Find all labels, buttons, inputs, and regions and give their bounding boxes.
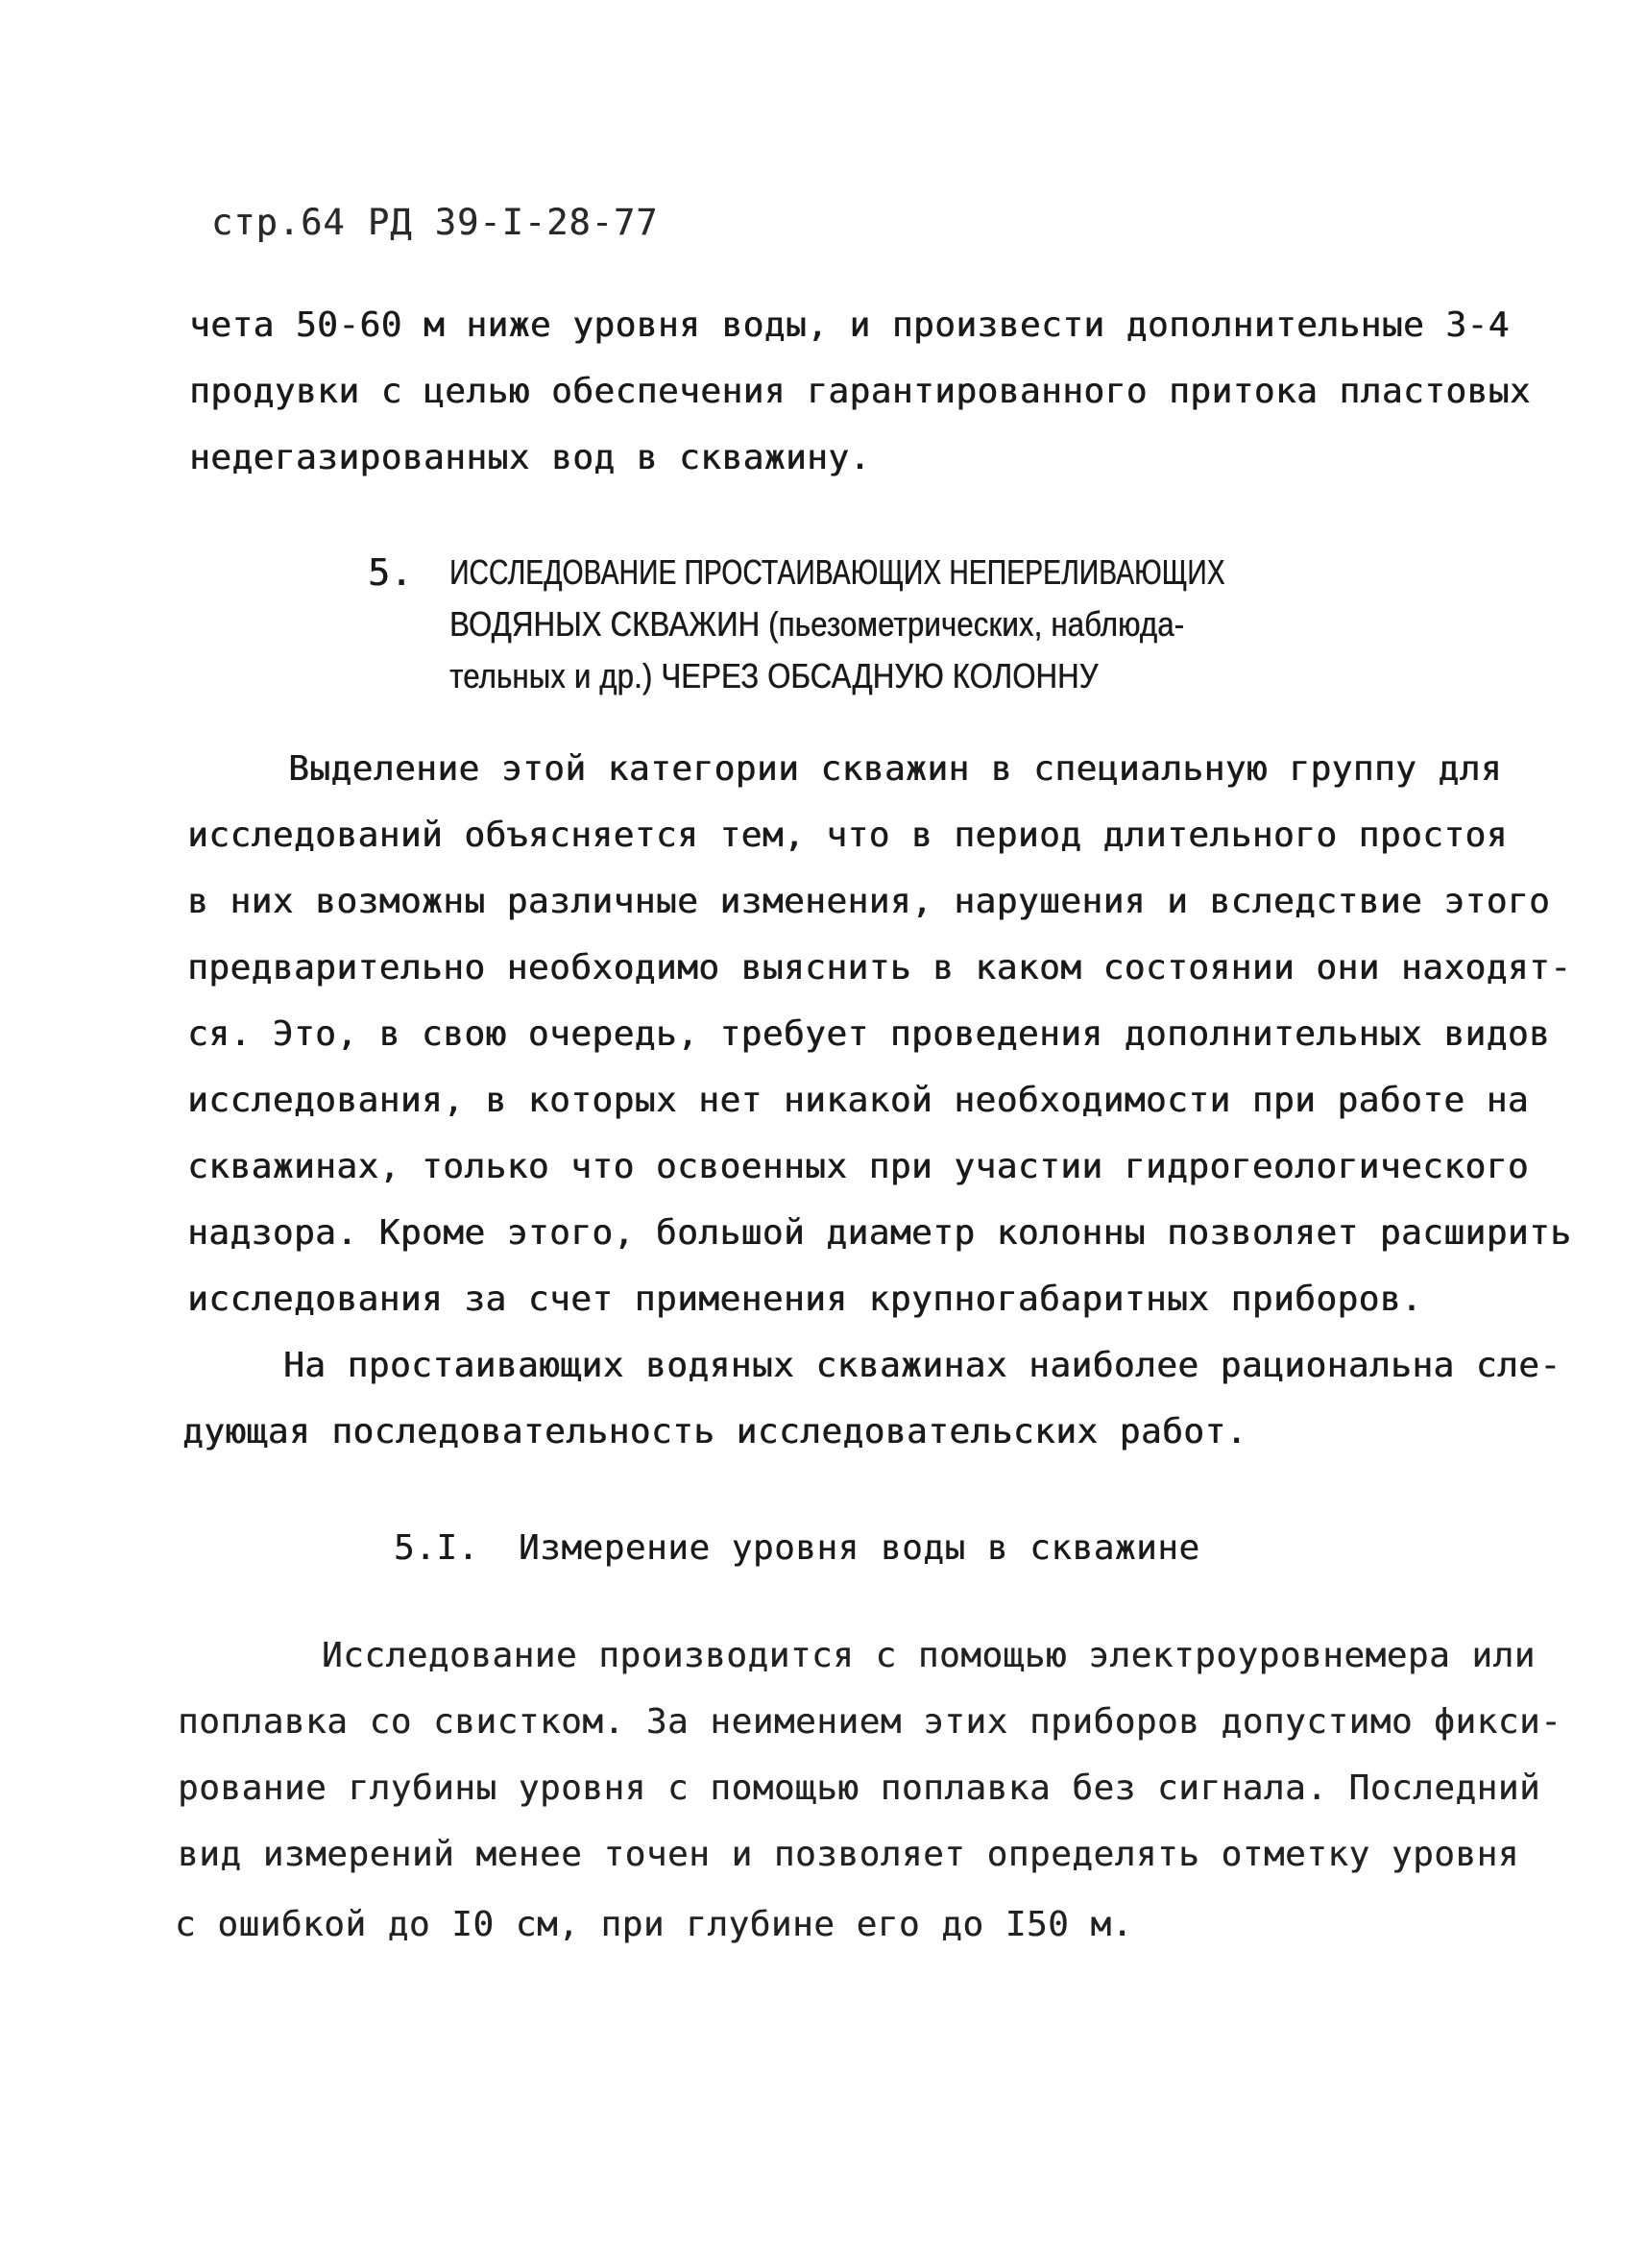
paragraph-2-line-1: Выделение этой категории скважин в специальную группу для	[288, 749, 1502, 789]
section-5-title-line-1: ИССЛЕДОВАНИЕ ПРОСТАИВАЮЩИХ НЕПЕРЕЛИВАЮЩИХ	[449, 552, 1225, 592]
paragraph-1-line-1: чета 50-60 м ниже уровня воды, и произвести дополнительные 3-4	[189, 305, 1510, 345]
section-5-1-number: 5.I.	[394, 1528, 479, 1568]
page-header: стр.64 РД 39-I-28-77	[211, 202, 659, 243]
paragraph-2-line-8: надзора. Кроме этого, большой диаметр колонны позволяет расширить	[187, 1213, 1572, 1253]
paragraph-3-line-2: дующая последовательность исследовательских работ.	[182, 1412, 1247, 1451]
paragraph-4-line-1: Исследование производится с помощью электроуровнемера или	[322, 1636, 1536, 1675]
section-5-number: 5.	[368, 551, 413, 594]
paragraph-4-line-2: поплавка со свистком. За неимением этих приборов допустимо фикси-	[178, 1702, 1562, 1742]
section-5-title-line-3: тельных и др.) ЧЕРЕЗ ОБСАДНУЮ КОЛОННУ	[449, 656, 1099, 695]
paragraph-4-line-5: с ошибкой до I0 см, при глубине его до I50 м.	[175, 1905, 1133, 1944]
paragraph-1-line-2: продувки с целью обеспечения гарантированного притока пластовых	[189, 372, 1531, 411]
paragraph-2-line-5: ся. Это, в свою очередь, требует проведения дополнительных видов	[187, 1014, 1551, 1054]
paragraph-1-line-3: недегазированных вод в скважину.	[189, 438, 871, 477]
paragraph-4-line-4: вид измерений менее точен и позволяет определять отметку уровня	[178, 1835, 1519, 1874]
paragraph-4-line-3: рование глубины уровня с помощью поплавка без сигнала. Последний	[178, 1768, 1541, 1808]
section-5-title-line-2: ВОДЯНЫХ СКВАЖИН (пьезометрических, наблюда-	[449, 604, 1185, 644]
paragraph-2-line-7: скважинах, только что освоенных при участии гидрогеологического	[187, 1147, 1529, 1186]
section-5-1-title: Измерение уровня воды в скважине	[519, 1528, 1200, 1568]
paragraph-2-line-6: исследования, в которых нет никакой необходимости при работе на	[187, 1081, 1529, 1120]
paragraph-3-line-1: На простаивающих водяных скважинах наиболее рациональна сле-	[283, 1346, 1561, 1385]
paragraph-2-line-2: исследований объясняется тем, что в период длительного простоя	[187, 816, 1508, 855]
paragraph-2-line-9: исследования за счет применения крупногабаритных приборов.	[187, 1280, 1423, 1319]
paragraph-2-line-4: предварительно необходимо выяснить в каком состоянии они находят-	[187, 948, 1572, 988]
paragraph-2-line-3: в них возможны различные изменения, нарушения и вследствие этого	[187, 882, 1551, 921]
